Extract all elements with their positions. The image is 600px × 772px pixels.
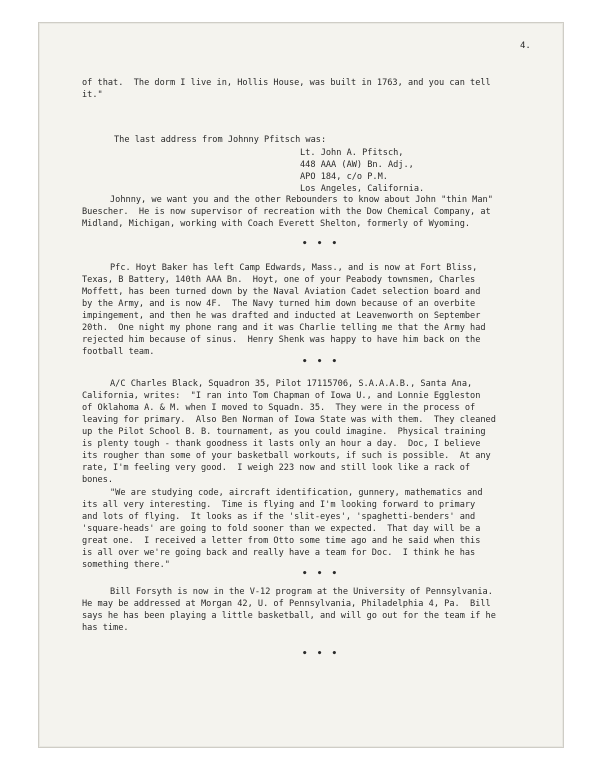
address-line: Lt. John A. Pfitsch, (300, 148, 404, 158)
text-line: 'square-heads' are going to fold sooner than we expected. That day will be a (82, 524, 481, 534)
text-line: great one. I received a letter from Otto some time ago and he said when this (82, 536, 481, 546)
paragraph-hoyt-baker (82, 262, 530, 358)
text-line: The last address from Johnny Pfitsch was: (114, 135, 327, 145)
page-number: 4. (520, 41, 531, 51)
text-line: has time. (82, 623, 129, 633)
text-line: Pfc. Hoyt Baker has left Camp Edwards, Mass., and is now at Fort Bliss, (110, 263, 478, 273)
text-line: it." (82, 90, 103, 100)
text-line: Texas, B Battery, 140th AAA Bn. Hoyt, one of your Peabody townsmen, Charles (82, 275, 476, 285)
text-line: rate, I'm feeling very good. I weigh 223 now and still look like a rack of (82, 463, 471, 473)
text-line: of Oklahoma A. & M. when I moved to Squadn. 35. They were in the process of (82, 403, 476, 413)
text-line: "We are studying code, aircraft identification, gunnery, mathematics and (110, 488, 483, 498)
separator-dots: • • • (302, 569, 340, 579)
text-line: is all over we're going back and really have a team for Doc. I think he has (82, 548, 476, 558)
text-line: He may be addressed at Morgan 42, U. of Pennsylvania, Philadelphia 4, Pa. Bill (82, 599, 491, 609)
text-line: football team. (82, 347, 155, 357)
paragraph-hollis-house (82, 77, 530, 101)
text-line: Bill Forsyth is now in the V-12 program at the University of Pennsylvania. (110, 587, 493, 597)
text-line: its rougher than some of your basketball workouts, if such is possible. At any (82, 451, 491, 461)
address-line: Los Angeles, California. (300, 184, 425, 194)
address-line: APO 184, c/o P.M. (300, 172, 388, 182)
text-line: and lots of flying. It looks as if the 'slit-eyes', 'spaghetti-benders' and (82, 512, 476, 522)
text-line: leaving for primary. Also Ben Norman of Iowa State was with them. They cleaned (82, 415, 496, 425)
text-line: Midland, Michigan, working with Coach Everett Shelton, formerly of Wyoming. (82, 219, 471, 229)
text-line: of that. The dorm I live in, Hollis House, was built in 1763, and you can tell (82, 78, 491, 88)
text-line: its all very interesting. Time is flying and I'm looking forward to primary (82, 500, 476, 510)
text-line: Moffett, has been turned down by the Naval Aviation Cadet selection board and (82, 287, 481, 297)
text-line: something there." (82, 560, 170, 570)
text-line: by the Army, and is now 4F. The Navy turned him down because of an overbite (82, 299, 476, 309)
text-line: bones. (82, 475, 114, 485)
text-line: says he has been playing a little basketball, and will go out for the team if he (82, 611, 496, 621)
text-line: A/C Charles Black, Squadron 35, Pilot 17115706, S.A.A.A.B., Santa Ana, (110, 379, 473, 389)
text-line: Johnny, we want you and the other Rebounders to know about John "thin Man" (110, 195, 493, 205)
text-line: Buescher. He is now supervisor of recreation with the Dow Chemical Company, at (82, 207, 491, 217)
separator-dots: • • • (302, 239, 340, 249)
text-line: up the Pilot School B. B. tournament, as you could imagine. Physical training (82, 427, 486, 437)
text-line: impingement, and then he was drafted and inducted at Leavenworth on September (82, 311, 481, 321)
paragraph-bill-forsyth (82, 586, 530, 634)
separator-dots: • • • (302, 357, 340, 367)
paragraph-charles-black (82, 378, 530, 486)
text-line: is plenty tough - thank goodness it lasts only an hour a day. Doc, I believe (82, 439, 481, 449)
text-line: California, writes: "I ran into Tom Chapman of Iowa U., and Lonnie Eggleston (82, 391, 481, 401)
paragraph-buescher (82, 194, 530, 230)
separator-dots: • • • (302, 649, 340, 659)
text-line: rejected him because of sinus. Henry Shenk was happy to have him back on the (82, 335, 481, 345)
pfitsch-intro (114, 134, 562, 146)
paragraph-black-letter (82, 487, 530, 571)
pfitsch-address (300, 147, 520, 195)
text-line: 20th. One night my phone rang and it was Charlie telling me that the Army had (82, 323, 486, 333)
address-line: 448 AAA (AW) Bn. Adj., (300, 160, 414, 170)
